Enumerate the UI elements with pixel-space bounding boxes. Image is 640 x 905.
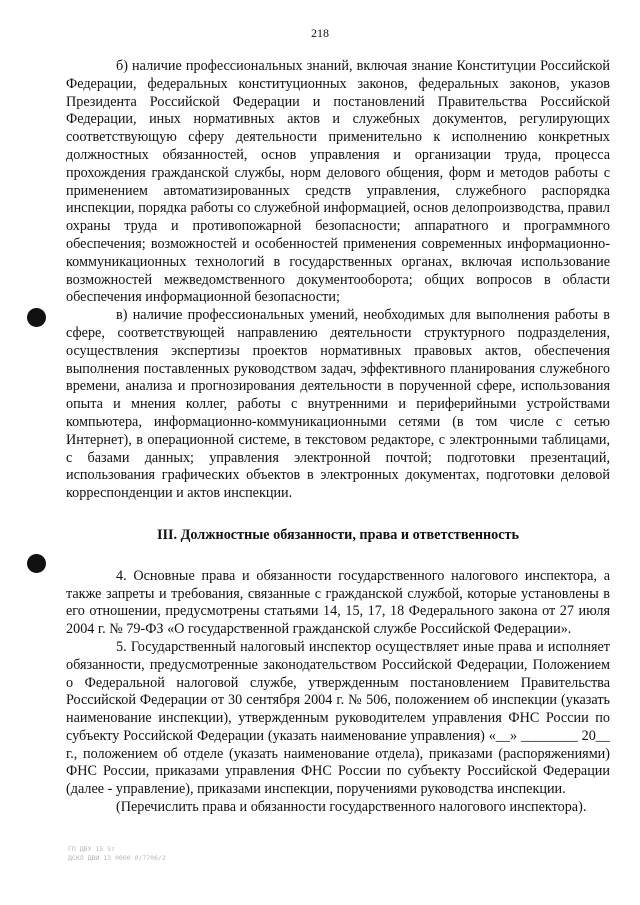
page-number: 218 <box>311 26 329 40</box>
document-body <box>66 58 610 817</box>
footer-line-2: ДСКЛ ДВИ 13 0000 0/7706/2 <box>68 854 166 862</box>
footer-line-1: ГП ДВУ 15 5т <box>68 845 115 853</box>
section-heading: III. Должностные обязанности, права и ответственность <box>156 526 520 543</box>
paragraph-skills: в) наличие профессиональных умений, необходимых для выполнения работы в сфере, соответствующей направлению деятельности структурного подразделения, осуществления экспертизы проектов нормативных правовых актов, обеспечения выполнения поставленных руководством задач, эффективного планирования служебного времени, анализа и прогнозирования деятельности в порученной сфере, использования опыта и мнения коллег, работы с внутренними и периферийными устройствами компьютера, информационно-коммуникационными сетями (в том числе с сетью Интернет), в операционной системе, в текстовом редакторе, с электронными таблицами, с базами данных; управления электронной почтой; подготовки презентаций, использования графических объектов в электронных документах, подготовки деловой корреспонденции и актов инспекции. <box>66 307 610 502</box>
paragraph-item-5: 5. Государственный налоговый инспектор осуществляет иные права и исполняет обязанности, предусмотренные законодательством Российской Федерации, Положением о Федеральной налоговой службе, утвержденным постановлением Правительства Российской Федерации от 30 сентября 2004 г. № 506, положением об инспекции (указать наименование инспекции), утвержденным руководителем управления ФНС России по субъекту Российской Федерации (указать наименование управления) «__» ________ 20__ г., положением об отделе (указать наименование отдела), приказами (распоряжениями) ФНС России, приказами управления ФНС России по субъекту Российской Федерации (далее - управление), приказами инспекции, поручениями руководства инспекции. <box>66 638 610 798</box>
paragraph-item-4: 4. Основные права и обязанности государственного налогового инспектора, а также запреты и требования, связанные с гражданской службой, которые установлены в его отношении, предусмотрены статьями 14, 15, 17, 18 Федерального закона от 27 июля 2004 г. № 79-ФЗ «О государственной гражданской службе Российской Федерации». <box>66 567 610 638</box>
footer-stamp <box>68 845 166 863</box>
binder-hole-mark <box>27 308 46 327</box>
binder-hole-mark <box>27 554 46 573</box>
paragraph-note: (Перечислить права и обязанности государственного налогового инспектора). <box>116 799 587 816</box>
paragraph-knowledge: б) наличие профессиональных знаний, включая знание Конституции Российской Федерации, федеральных конституционных законов, федеральных законов, указов Президента Российской Федерации и постановлений Правительства Российской Федерации, иных нормативных актов и служебных документов, регулирующих соответствующую сферу деятельности применительно к исполнению конкретных должностных обязанностей, основ управления и организации труда, процесса прохождения гражданской службы, норм делового общения, форм и методов работы с применением автоматизированных средств управления, служебного распорядка инспекции, порядка работы со служебной информацией, основ делопроизводства, правил охраны труда и противопожарной безопасности; аппаратного и программного обеспечения; возможностей и особенностей применения современных информационно-коммуникационных технологий в государственных органах, включая использование возможностей межведомственного документооборота; общих вопросов в области обеспечения информационной безопасности; <box>66 58 610 306</box>
